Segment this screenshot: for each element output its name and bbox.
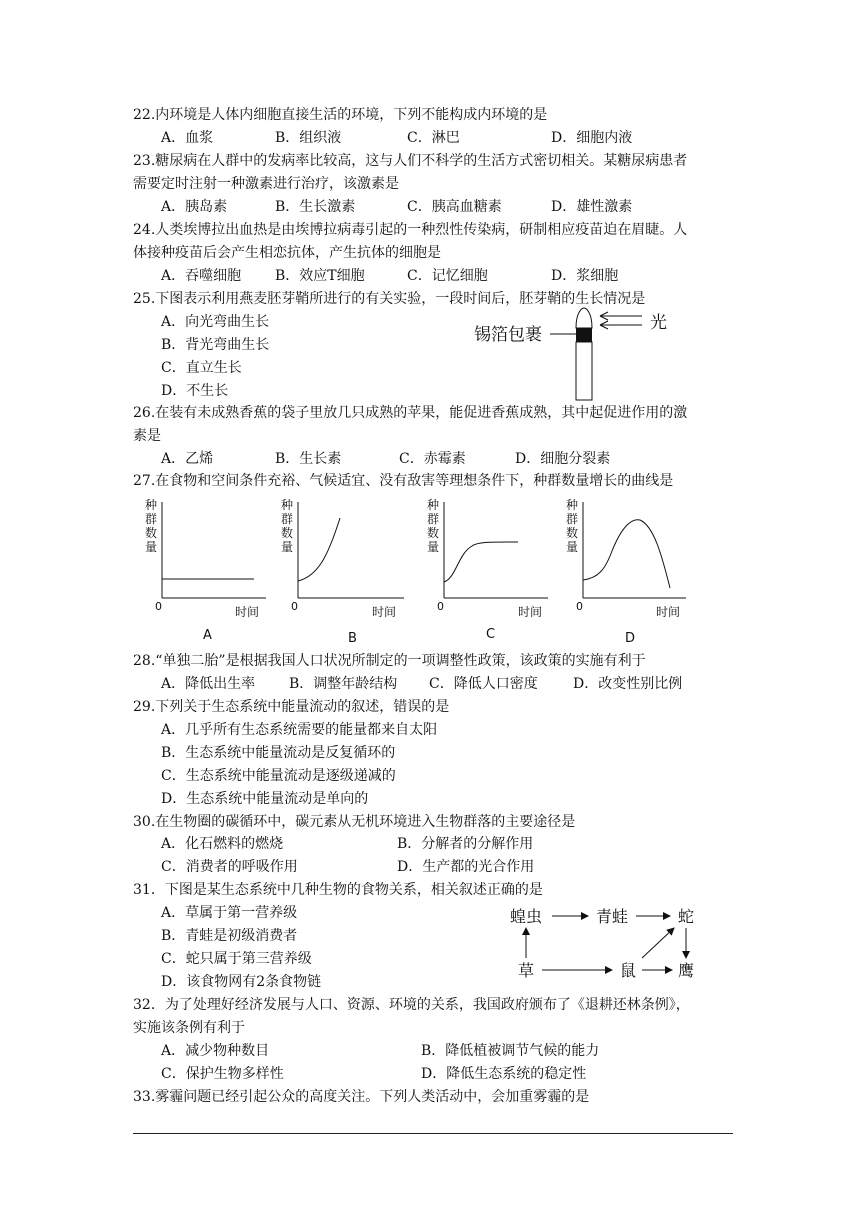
q32-option-a: A．减少物种数目 (161, 1043, 270, 1059)
q23-option-b: B．生长激素 (275, 199, 356, 215)
svg-text:数: 数 (145, 526, 158, 540)
growth-graph-c (420, 496, 552, 646)
q31-stem: 31．下图是某生态系统中几种生物的食物关系，相关叙述正确的是 (133, 882, 543, 898)
q23-stem-line2: 需要定时注射一种激素进行治疗，该激素是 (133, 176, 399, 192)
q22-option-b: B．组织液 (275, 130, 342, 146)
graph-a-label: A (203, 628, 212, 643)
q26-option-a: A．乙烯 (161, 451, 214, 467)
q26-option-b: B．生长素 (275, 451, 342, 467)
graph-d-label: D (625, 631, 636, 646)
graph-b-label: B (348, 631, 357, 646)
q32-option-d: D．降低生态系统的稳定性 (421, 1066, 587, 1082)
q30-option-b: B．分解者的分解作用 (397, 836, 534, 852)
svg-text:量: 量 (145, 540, 158, 554)
curve-b (298, 518, 340, 581)
svg-text:数: 数 (427, 526, 440, 540)
graph-c-label: C (486, 627, 496, 642)
q25-option-b: B．背光弯曲生长 (161, 337, 270, 353)
growth-graph-b (280, 496, 412, 646)
node-grasshopper: 蝗虫 (510, 907, 543, 926)
q24-stem-line2: 体接种疫苗后会产生相恋抗体，产生抗体的细胞是 (133, 245, 441, 261)
q29-stem: 29.下列关于生态系统中能量流动的叙述，错误的是 (133, 699, 450, 715)
q25-option-a: A．向光弯曲生长 (161, 314, 270, 330)
q30-option-c: C．消费者的呼吸作用 (161, 859, 298, 875)
node-snake: 蛇 (678, 907, 695, 926)
svg-text:种: 种 (145, 498, 158, 512)
light-label: 光 (650, 313, 667, 333)
curve-c (444, 542, 518, 582)
svg-text:时间: 时间 (656, 605, 681, 619)
q26-option-d: D．细胞分裂素 (515, 451, 611, 467)
q23-option-a: A．胰岛素 (161, 199, 228, 215)
coleoptile-tip (576, 308, 592, 328)
svg-text:群: 群 (145, 512, 158, 526)
q32-stem-line2: 实施该条例有利于 (133, 1020, 245, 1036)
q29-option-b: B．生态系统中能量流动是反复循环的 (161, 745, 396, 761)
svg-text:种: 种 (281, 498, 294, 512)
q26-stem-line2: 素是 (133, 428, 161, 444)
growth-graph-d (560, 496, 692, 646)
q22-option-d: D．细胞内液 (551, 130, 633, 146)
svg-text:量: 量 (566, 540, 579, 554)
q24-option-b: B．效应T细胞 (275, 268, 365, 284)
q30-stem: 30.在生物圈的碳循环中，碳元素从无机环境进入生物群落的主要途径是 (133, 814, 576, 830)
svg-text:种: 种 (566, 498, 579, 512)
growth-graph-a (140, 496, 272, 646)
q26-stem-line1: 26.在装有未成熟香蕉的袋子里放几只成熟的苹果，能促进香蕉成熟，其中起促进作用的激 (133, 405, 688, 421)
footer-divider (133, 1133, 733, 1134)
q25-stem: 25.下图表示利用燕麦胚芽鞘所进行的有关实验，一段时间后，胚芽鞘的生长情况是 (133, 291, 646, 307)
q24-option-d: D．浆细胞 (551, 268, 619, 284)
svg-text:群: 群 (566, 512, 579, 526)
q30-option-a: A．化石燃料的燃烧 (161, 836, 284, 852)
tinfoil-label: 锡箔包裹 (474, 325, 542, 345)
q33-stem: 33.雾霾问题已经引起公众的高度关注。下列人类活动中，会加重雾霾的是 (133, 1089, 590, 1105)
svg-text:时间: 时间 (518, 605, 543, 619)
q32-stem-line1: 32．为了处理好经济发展与人口、资源、环境的关系，我国政府颁布了《退耕还林条例》， (133, 997, 690, 1013)
q32-option-b: B．降低植被调节气候的能力 (421, 1043, 600, 1059)
svg-text:量: 量 (281, 540, 294, 554)
q28-option-a: A．降低出生率 (161, 676, 256, 692)
q23-option-d: D．雄性激素 (551, 199, 633, 215)
q22-stem: 22.内环境是人体内细胞直接生活的环境，下列不能构成内环境的是 (133, 107, 548, 123)
svg-text:0: 0 (437, 600, 444, 613)
q22-option-c: C．淋巴 (407, 130, 460, 146)
q29-option-c: C．生态系统中能量流动是逐级递减的 (161, 768, 396, 784)
coleoptile-stem (576, 342, 592, 400)
q29-option-a: A．几乎所有生态系统需要的能量都来自太阳 (161, 722, 438, 738)
curve-d (583, 520, 670, 588)
q31-option-b: B．青蛙是初级消费者 (161, 928, 298, 944)
svg-text:种: 种 (427, 498, 440, 512)
svg-text:群: 群 (427, 512, 440, 526)
q28-option-b: B．调整年龄结构 (289, 676, 398, 692)
q28-stem: 28.“单独二胎”是根据我国人口状况所制定的一项调整性政策，该政策的实施有利于 (133, 653, 646, 669)
arrow-mouse-snake (642, 928, 674, 958)
svg-text:时间: 时间 (372, 605, 397, 619)
q26-option-c: C．赤霉素 (399, 451, 466, 467)
svg-text:数: 数 (281, 526, 294, 540)
node-frog: 青蛙 (596, 907, 629, 926)
node-hawk: 鹰 (678, 961, 695, 980)
svg-text:0: 0 (291, 600, 298, 613)
q31-option-a: A．草属于第一营养级 (161, 905, 298, 921)
q27-stem: 27.在食物和空间条件充裕、气候适宜、没有敌害等理想条件下，种群数量增长的曲线是 (133, 473, 674, 489)
q24-stem-line1: 24.人类埃博拉出血热是由埃博拉病毒引起的一种烈性传染病，研制相应疫苗迫在眉睫。人 (133, 222, 688, 238)
svg-text:0: 0 (576, 600, 583, 613)
q22-option-a: A．血浆 (161, 130, 214, 146)
svg-text:量: 量 (427, 540, 440, 554)
q23-option-c: C．胰高血糖素 (407, 199, 502, 215)
svg-text:群: 群 (281, 512, 294, 526)
q30-option-d: D．生产都的光合作用 (397, 859, 535, 875)
q25-option-d: D．不生长 (161, 383, 229, 399)
q28-option-d: D．改变性别比例 (573, 676, 683, 692)
node-mouse: 鼠 (620, 961, 637, 980)
q28-option-c: C．降低人口密度 (429, 676, 538, 692)
coleoptile-figure (470, 306, 700, 402)
q31-option-c: C．蛇只属于第三营养级 (161, 951, 312, 967)
q32-option-c: C．保护生物多样性 (161, 1066, 284, 1082)
tinfoil-band (576, 328, 592, 342)
node-grass: 草 (518, 961, 535, 980)
q31-option-d: D．该食物网有2条食物链 (161, 974, 322, 990)
svg-text:时间: 时间 (235, 605, 260, 619)
q24-option-a: A．吞噬细胞 (161, 268, 242, 284)
q23-stem-line1: 23.糖尿病在人群中的发病率比较高，这与人们不科学的生活方式密切相关。某糖尿病患者 (133, 153, 688, 169)
q25-option-c: C．直立生长 (161, 360, 242, 376)
svg-text:数: 数 (566, 526, 579, 540)
svg-text:0: 0 (155, 600, 162, 613)
q29-option-d: D．生态系统中能量流动是单向的 (161, 791, 369, 807)
food-web-diagram (500, 900, 710, 984)
q24-option-c: C．记忆细胞 (407, 268, 488, 284)
